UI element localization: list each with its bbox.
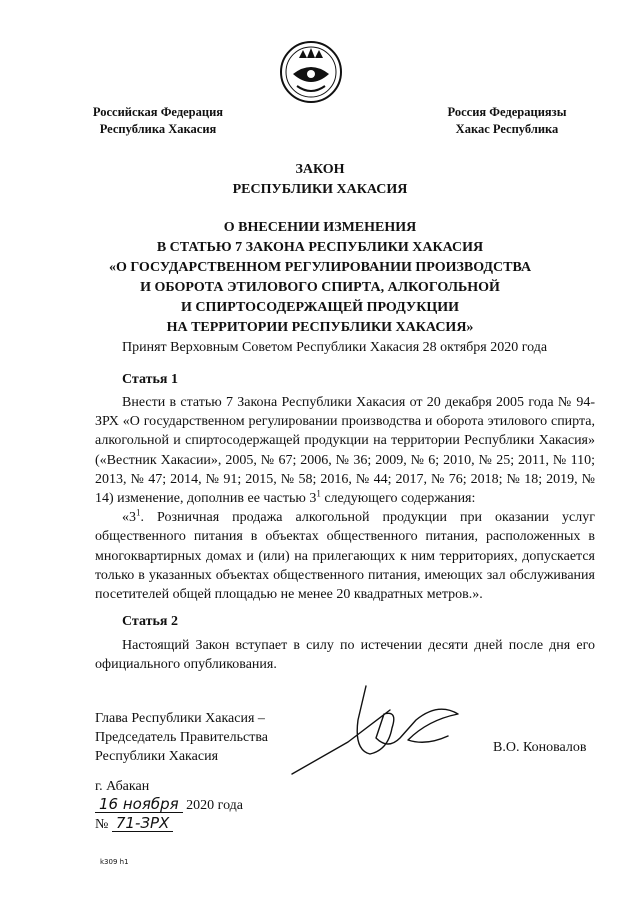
- header-right: [440, 104, 574, 138]
- document-code: k309 h1: [100, 858, 129, 866]
- accepted-statement: Принят Верховным Советом Республики Хакасия 28 октября 2020 года: [122, 340, 548, 355]
- article2-heading: Статья 2: [122, 614, 178, 629]
- handwritten-number: 71-ЗРХ: [112, 815, 173, 832]
- law-subject: [0, 218, 640, 338]
- signatory-title: [95, 709, 268, 766]
- article2-paragraph: Настоящий Закон вступает в силу по истечении десяти дней после дня его официального опубликования.: [95, 638, 595, 673]
- signatory-name: В.О. Коновалов: [493, 740, 587, 755]
- city: г. Абакан: [95, 779, 150, 794]
- handwritten-signature: [288, 680, 498, 780]
- header-left-line1: Российская Федерация: [92, 105, 224, 119]
- year-suffix: 2020 года: [186, 798, 243, 813]
- quote-sup: 1: [136, 507, 141, 518]
- number-prefix: №: [95, 817, 109, 832]
- article1-heading: Статья 1: [122, 372, 178, 387]
- signatory-title-line3: Республики Хакасия: [95, 749, 219, 764]
- header-right-line2: Хакас Республика: [455, 122, 559, 136]
- article1-paragraph: [95, 393, 595, 508]
- article1-quote: [95, 508, 595, 604]
- subject-line5: И СПИРТОСОДЕРЖАЩЕЙ ПРОДУКЦИИ: [180, 300, 460, 315]
- signatory-title-line1: Глава Республики Хакасия –: [95, 711, 265, 726]
- law-title-line1: ЗАКОН: [295, 162, 345, 177]
- signatory-title-line2: Председатель Правительства: [95, 730, 268, 745]
- header-left-line2: Республика Хакасия: [99, 122, 217, 136]
- article1-sup: 1: [316, 488, 321, 499]
- header-right-line1: Россия Федерациязы: [447, 105, 567, 119]
- subject-line2: В СТАТЬЮ 7 ЗАКОНА РЕСПУБЛИКИ ХАКАСИЯ: [156, 240, 484, 255]
- quote-start: «3: [122, 510, 136, 526]
- article1-body: [95, 393, 595, 604]
- subject-line3: «О ГОСУДАРСТВЕННОМ РЕГУЛИРОВАНИИ ПРОИЗВОДСТВА: [108, 260, 532, 275]
- number-line: [95, 815, 243, 834]
- quote-text: . Розничная продажа алкогольной продукции при оказании услуг общественного питания в объектах общественного питания, расположенных в многоквартирных домах и (или) на прилегающих к ним территориях, допускается только в указанных объектах общественного питания, имеющих зал обслуживания посетителей общей площадью не менее 20 квадратных метров.».: [95, 510, 595, 603]
- law-title-line2: РЕСПУБЛИКИ ХАКАСИЯ: [232, 182, 408, 197]
- article2-body: [95, 636, 595, 674]
- coat-of-arms-icon: [279, 40, 343, 104]
- law-title: [0, 160, 640, 200]
- date-line: [95, 796, 243, 815]
- place-and-date: [95, 777, 243, 834]
- subject-line4: И ОБОРОТА ЭТИЛОВОГО СПИРТА, АЛКОГОЛЬНОЙ: [140, 280, 500, 295]
- article1-text-end: следующего содержания:: [320, 491, 476, 507]
- subject-line6: НА ТЕРРИТОРИИ РЕСПУБЛИКИ ХАКАСИЯ»: [166, 320, 474, 335]
- handwritten-date: 16 ноября: [95, 796, 183, 813]
- article1-text: Внести в статью 7 Закона Республики Хакасия от 20 декабря 2005 года № 94-ЗРХ «О государственном регулировании производства и оборота этилового спирта, алкогольной и спиртосодержащей продукции на территории Республики Хакасия» («Вестник Хакасии», 2005, № 67; 2006, № 36; 2009, № 6; 2010, № 25; 2011, № 110; 2013, № 47; 2014, № 91; 2015, № 58; 2016, № 44; 2017, № 76; 2018; № 18; 2019, № 14) изменение, дополнив ее частью 3: [95, 395, 595, 507]
- header-left: [88, 104, 228, 138]
- subject-line1: О ВНЕСЕНИИ ИЗМЕНЕНИЯ: [223, 220, 417, 235]
